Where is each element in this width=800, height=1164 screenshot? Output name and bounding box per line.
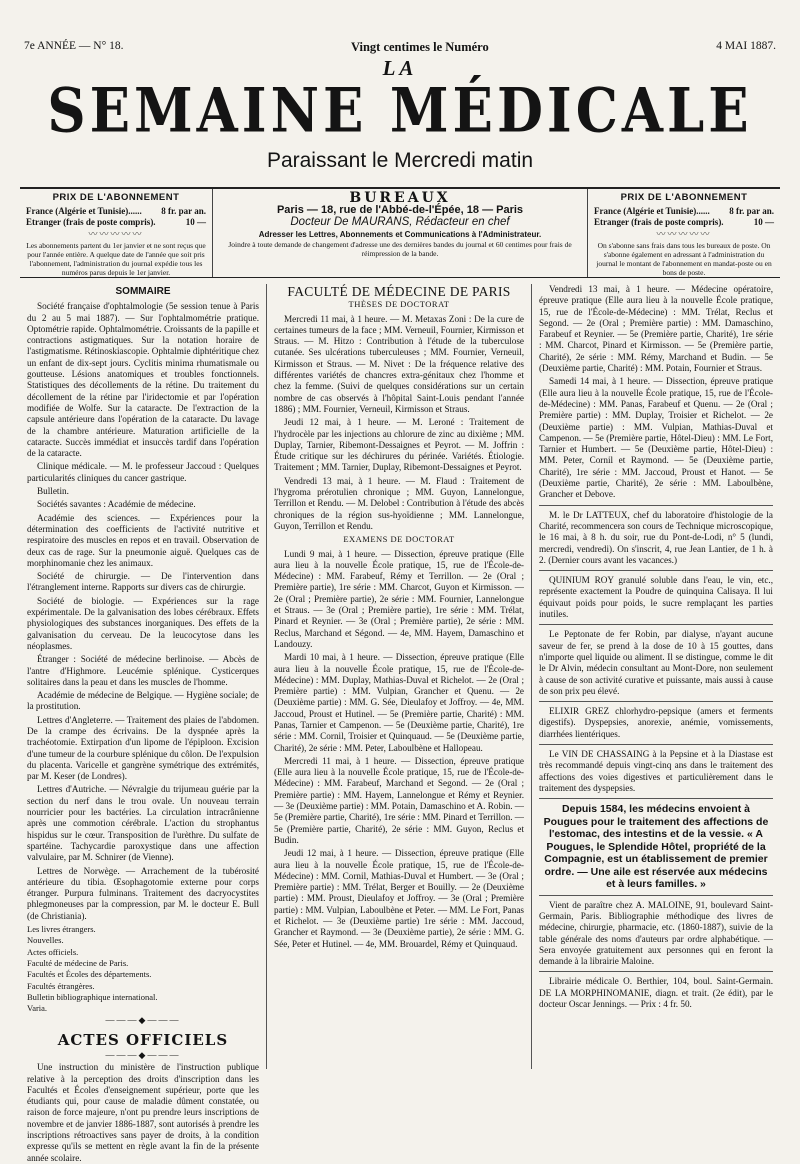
sommaire-list-item: Faculté de médecine de Paris. [27, 957, 129, 968]
ornament-divider: ———◆——— [105, 1015, 181, 1026]
issue-date: 4 MAI 1887. [716, 40, 776, 52]
sommaire-item: Bulletin. [37, 486, 69, 497]
price-row-foreign-left [26, 217, 206, 228]
ad-chassaing-text: Le VIN DE CHASSAING à la Pepsine et à la Diastase est très recommandé depuis vingt-cinq ans dans le traitement des affections des voies digestives et particulièrement dans le traitement des dyspepsies. [539, 748, 773, 793]
examen-entry: Mercredi 11 mai, à 1 heure. — Dissection, épreuve pratique (Elle aura lieu à la nouvelle École pratique, 15, rue de l'École-de-Médecine) : MM. Farabeuf, Marchand et Segond. — 2e (Oral ; Première partie) : MM. Hayem, Lannelongue et Rémy et Reynier. — 3e (Deuxième partie) : MM. Potain, Damaschino et A. Robin. — 5e (Première partie, Charité), 1re série : MM. Pinard et Terrillon. — 5e (Première partie, Charité), 2e série : MM. Guyon, Reclus et Budin. [274, 755, 524, 845]
correspondence-note: Adresser les Lettres, Abonnements et Communications à l'Administrateur. [258, 230, 542, 239]
examen-entry: Jeudi 12 mai, à 1 heure. — Dissection, épreuve pratique (Elle aura lieu à la nouvelle École pratique, 15, rue de l'École-de-Médecine) : MM. Cornil, Mathias-Duval et Humbert. — 3e (Oral ; Première partie) : MM. Trélat, Berger et Bouilly. — 2e (Deuxième partie) : MM. Proust, Dieulafoy et Joffroy. — 3e (Oral ; Première partie) : MM. Vulpian, Laboulbène et Peter. — MM. Le Fort, Panas et Richelot. — 3e (Deuxième partie) 1re série : MM. Jaccoud, Grancher et Raymond. — 3e (Deuxième partie), 2e série : MM. G. Sée, Peter et Hutinel. — 4e, MM. Brouardel, Rémy et Quinquaud. [274, 848, 524, 949]
ad-pougues-text: Depuis 1584, les médecins envoient à Pougues pour le traitement des affections de l'estomac, des intestins et de la vessie. « A Pougues, le Splendide Hôtel, propriété de la Compagnie, est un établissement de premier ordre. — Une aile est réservée aux médecins et à leurs familles. » [543, 803, 769, 891]
ad-latteux [539, 505, 773, 566]
ad-maloine-text: Vient de paraître chez A. MALOINE, 91, boulevard Saint-Germain, Paris. Bibliographie méthodique des livres de médecine, chirurgie, pharmacie, etc. (1860-1887), suivie de la table générale des noms d'auteurs par ordre alphabétique. — Sera envoyée gratuitement aux personnes qui en feront la demande à la librairie Maloine. [539, 899, 773, 967]
masthead-title: SEMAINE MÉDICALE [47, 75, 753, 147]
ad-pougues [539, 798, 773, 891]
examen-entry: Lundi 9 mai, à 1 heure. — Dissection, épreuve pratique (Elle aura lieu à la nouvelle École pratique, 15, rue de l'École-de-Médecine) : MM. Farabeuf, Rémy et Terrillon. — 2e (Oral ; Première partie), 1re série : MM. Charcot, Guyon et Kirmisson. — 2e (Oral ; Première partie), 2e série : MM. Fournier, Lannelongue et Straus. — 3e (Oral ; Première partie), 1re série : MM. Trélat, Pinard et Reynier. — 3e (Oral ; Première partie), 2e série : MM. Reclus, Marchand et Ségond. — 4e, MM. Hayem, Damaschino et Landouzy. [274, 548, 524, 649]
these-entry: Vendredi 13 mai, à 1 heure. — M. Flaud : Traitement de l'hygroma prérotulien chronique ; MM. Guyon, Lannelongue, Terrillon et Rendu. — M. Delobel : Contribution à l'étude des abcès chroniques de la région sus-hyoïdienne ; MM. Lannelongue, Guyon, Terrillon et Rendu. [274, 475, 524, 531]
subscription-note-left: Les abonnements partent du 1er janvier et ne sont reçus que pour l'année entière. A quelque date de l'année que soit pris l'abonnement, l'administration du journal expédie tous les numéros parus depuis le 1er janvier. [26, 241, 206, 277]
ad-berthier [539, 971, 773, 1010]
ornament-divider: 〰〰〰〰〰 [656, 229, 712, 239]
price-label: France (Algérie et Tunisie)...... [594, 206, 710, 216]
sommaire-list-item: Nouvelles. [27, 935, 64, 946]
ad-quinium [539, 570, 773, 620]
price-value: 8 fr. par an. [729, 206, 774, 216]
sommaire-list-item: Varia. [27, 1003, 48, 1014]
actes-heading: ACTES OFFICIELS [57, 1030, 229, 1049]
ad-elixir-text: ELIXIR GREZ chlorhydro-pepsique (amers et ferments digestifs). Dyspepsies, anorexie, anémie, vomissements, diarrhées lientériques. [539, 706, 773, 739]
sommaire-item: Académie de médecine de Belgique. — Hygiène sociale; de la prostitution. [27, 690, 259, 712]
column-sommaire [20, 284, 266, 1163]
ad-peptonate-text: Le Peptonate de fer Robin, par dialyse, n'ayant aucune saveur de fer, se prend à la dose de 10 à 15 gouttes, dans n'importe quel liquide ou aliment. Il se distingue, comme le dit le Dr Alvin, médecin consultant au Mont-Dore, non seulement à cause de son activité curative et puissante, mais aussi à cause de son prix peu élevé. [539, 629, 773, 696]
column-examens-ads [531, 284, 780, 1069]
sommaire-item: Lettres d'Autriche. — Névralgie du trijumeau guérie par la section du nerf dans le trou ovale. Un nouveau terrain nourricier pour les bactéries. La circulation intracrânienne après une commotion cérébrale. L'action du strophantus hispidus sur le cœur. Transposition de l'urèthre. Du sulfate de spartéine. Tachycardie paroxystique dans une affection valvulaire, par M. Schnirer (de Vienne). [27, 784, 259, 863]
masthead-la: LA [382, 56, 418, 80]
faculte-heading: FACULTÉ DE MÉDECINE DE PARIS [287, 284, 511, 299]
newspaper-page [20, 0, 780, 1163]
ad-latteux-text: M. le Dr LATTEUX, chef du laboratoire d'histologie de la Charité, recommencera son cours de Technique microscopique, le 16 mai, à 8 h. du soir, rue du Pont-de-Lodi, n° 5 (lundi, mercredi, vendredi). On s'inscrit, 4, rue Jean Lantier, de 1 h. à 2. (Dernier cours avant les vacances.) [539, 509, 773, 565]
examen-entry: Mardi 10 mai, à 1 heure. — Dissection, épreuve pratique (Elle aura lieu à la nouvelle École pratique, 15, rue de l'École-de-Médecine) : MM. Duplay, Mathias-Duval et Richelot. — 2e (Oral ; Première partie) : MM. Vulpian, Grancher et Quenu. — 2e (Deuxième partie) : MM. G. Sée, Dieulafoy et Joffroy. — 4e, MM. Jaccoud, Proust et Hutinel. — 5e (Première partie, Charité) : MM. Panas, Tarnier et Campenon. — 5e (Deuxième partie, Charité), 1re série : MM. Cornil, Troisier et Quinquaud. — 5e (Deuxième partie, Charité), 2e série : MM. Peter, Laboulbène et Hallopeau. [274, 652, 524, 753]
price-label: Etranger (frais de poste compris). [594, 217, 724, 227]
sommaire-heading: SOMMAIRE [115, 286, 171, 297]
sommaire-item: Étranger : Société de médecine berlinoise. — Abcès de l'antre d'Highmore. Leucémie splénique. Cysticerques solitaires dans la peau et dans les muscles de l'homme. [27, 654, 259, 687]
top-line [20, 40, 780, 55]
editor-line: Docteur De MAURANS, Rédacteur en chef [290, 216, 510, 228]
sommaire-list-item: Les livres étrangers. [27, 924, 96, 935]
price-label: Etranger (frais de poste compris). [26, 217, 156, 227]
ad-chassaing [539, 744, 773, 794]
ornament-divider: ———◆——— [105, 1050, 181, 1060]
examen-entry: Vendredi 13 mai, à 1 heure. — Médecine opératoire, épreuve pratique (Elle aura lieu à la nouvelle École pratique, 15, rue de l'École-de-Médecine) : MM. Trélat, Reclus et Segond. — 2e (Oral ; Première partie) : MM. Damaschino, Farabeuf et Reynier. — 5e (Première partie, Charité), 1re série : MM. Charcot, Pinard et Kirmisson. — 5e (Première partie, Charité), 2e série : MM. Rémy, Marchand et Budin. — 5e (Deuxième partie, Charité) : MM. Potain, Fournier et Straus. [539, 284, 773, 374]
price-label: France (Algérie et Tunisie)...... [26, 206, 142, 216]
sommaire-list-item: Bulletin bibliographique international. [27, 991, 158, 1002]
theses-heading: THÈSES DE DOCTORAT [348, 299, 450, 310]
actes-text: Une instruction du ministère de l'instruction publique relative à la perception des droits d'inscription dans les Facultés et Écoles d'enseignement supérieur, porte que les étudiants qui, pour cause de maladie dûment constatée, ou raison de force majeure, n'ont pu prendre leurs inscriptions de novembre et de janvier 1886-1887, sont autorisés à prendre les inscriptions rétroactives sans payer de droits, à la condition expresse qu'ils se mettent en règle avant la fin de la présente année scolaire. [27, 1062, 259, 1163]
bureaux-address: Paris — 18, rue de l'Abbé-de-l'Épée, 18 — Paris [276, 204, 524, 216]
price-row-france-left [26, 206, 206, 217]
info-bar [20, 187, 780, 278]
price-value: 10 — [753, 217, 774, 227]
examen-entry: Samedi 14 mai, à 1 heure. — Dissection, épreuve pratique (Elle aura lieu à la nouvelle École pratique, 15, rue de l'École-de-Médecine) : MM. Panas, Farabeuf et Quenu. — 2e (Oral ; Première partie) : MM. Duplay, Troisier et Richelot. — 2e (Deuxième partie) : MM. Vulpian, Mathias-Duval et Campenon. — 5e (Première partie, Hôtel-Dieu) : MM. Le Fort, Tarnier et Humbert. — 5e (Deuxième partie, Hôtel-Dieu) : MM. Peter, Cornil et Raymond. — 5e (Deuxième partie, Charité), 1re série : MM. Jaccoud, Proust et Hanot. — 5e (Deuxième partie, Charité), 2e série : MM. Laboulbène, Grancher et Debove. [539, 376, 773, 500]
ornament-divider: 〰〰〰〰〰 [88, 229, 144, 239]
masthead-subtitle: Paraissant le Mercredi matin [266, 149, 534, 172]
subscription-note-right: On s'abonne sans frais dans tous les bureaux de poste. On s'abonne également en adressant à l'administration du journal le montant de l'abonnement en mandat-poste ou en bons de poste. [596, 241, 772, 277]
ad-elixir [539, 701, 773, 740]
column-faculte [266, 284, 531, 1069]
subscription-heading-left: PRIX DE L'ABONNEMENT [52, 192, 180, 203]
price-row-foreign-right [594, 217, 774, 228]
sommaire-item: Société française d'ophtalmologie (5e session tenue à Paris du 2 au 5 mai 1887). — Sur l'ophtalmométrie pratique. Optométrie rapide. Ophtalmométrie. Croissants de la papille et contractions astigmatiques. Sur la notation horaire de l'astigmatisme. Rétinoskiascopie. Ophtalmie diphtéritique chez un enfant de dix-sept jours. Cyclitis minima rhumatismale ou goutteuse. Lésions anatomiques et troubles fonctionnels. Statistiques des décollements de la rétine. Du traitement du décollement de la rétine par l'iridectomie et par l'opération modifiée de Wolfe. Sur la cataracte. De l'extraction de la capsule antérieure dans l'opération de la cataracte. Du lavage de la chambre antérieure. Maturation artificielle de la cataracte. Succès immédiat et insuccès tardif dans l'opération de la cataracte. [27, 301, 259, 459]
ad-berthier-text: Librairie médicale O. Berthier, 104, boul. Saint-Germain. DE LA MORPHINOMANIE, diagn. et trait. (2e édit), par le docteur Oscar Jennings. — Prix : 4 fr. 50. [539, 976, 773, 1010]
sommaire-item: Société de chirurgie. — De l'intervention dans l'étranglement interne. Rapports sur divers cas de chirurgie. [27, 571, 259, 593]
price-value: 10 — [185, 217, 206, 227]
ad-quinium-text: QUINIUM ROY granulé soluble dans l'eau, le vin, etc., représente exactement la Poudre de quinquina Calisaya. Il lui équivaut poids pour poids, le sucre remplaçant les parties inutiles. [539, 575, 773, 620]
price-row-france-right [594, 206, 774, 217]
these-entry: Mercredi 11 mai, à 1 heure. — M. Metaxas Zoni : De la cure de certaines tumeurs de la face ; MM. Verneuil, Fournier, Kirmisson et Straus. — M. Hitzo : Contribution à l'étude de la tuberculose cutanée. Ses ulcérations tuberculeuses ; MM. Fournier, Verneuil, Kirmisson et Straus. — M. Nivet : De la fréquence relative des différentes variétés de chancres extra-génitaux chez l'homme et chez la femme. (Suivi de quelques considérations sur un certain nombre de cas observés à l'hôpital Saint-Louis pendant l'année 1886) ; MM. Fournier, Verneuil, Kirmisson et Straus. [274, 313, 524, 414]
sommaire-list-item: Facultés et Écoles des départements. [27, 969, 152, 980]
price-value: 8 fr. par an. [161, 206, 206, 216]
these-entry: Jeudi 12 mai, à 1 heure. — M. Leroné : Traitement de l'hydrocèle par les injections au chlorure de zinc au dixième ; MM. Duplay, Tarnier, Ribemont-Dessaignes et Peyrot. — M. Joffrin : Étude critique sur les déchirures du périnée. Variétés. Étiologie. Traitement ; MM. Tarnier, Duplay, Ribemont-Dessaignes et Peyrot. [274, 417, 524, 473]
sommaire-item: Société de biologie. — Expériences sur la rage expérimentale. De la galvanisation des lobes cérébraux. Effets physiologiques des substances inorganiques. Des effets de la galvanisation du cerveau. De la leucocytose dans les néoplasmes. [27, 595, 259, 651]
bureaux-heading: BUREAUX [349, 190, 451, 206]
ad-maloine [539, 895, 773, 968]
sommaire-item: Clinique médicale. — M. le professeur Jaccoud : Quelques particularités cliniques du cancer gastrique. [27, 461, 259, 483]
sommaire-list-item: Facultés étrangères. [27, 980, 95, 991]
address-change-note: Joindre à toute demande de changement d'adresse une des dernières bandes du journal et 60 centimes pour frais de réimpression de la bande. [228, 240, 572, 258]
ad-peptonate [539, 624, 773, 697]
sommaire-item: Sociétés savantes : Académie de médecine. [37, 499, 196, 510]
sommaire-item: Académie des sciences. — Expériences pour la détermination des coefficients de l'activité nutritive et respiratoire des muscles en repos et en travail. Observation de deux cas de rage. Sur la pneumonie aiguë. Quelques cas de morphinomanie chez les animaux. [27, 512, 259, 568]
subscription-heading-right: PRIX DE L'ABONNEMENT [620, 192, 748, 203]
sommaire-item: Lettres de Norwège. — Arrachement de la tubérosité antérieure du tibia. Œsophagotomie externe pour corps étranger. Purpura fulminans. Traitement des dacryocystites phlegmoneuses par la compression, par M. le docteur E. Bull (de Christiania). [27, 865, 259, 921]
issue-price: Vingt centimes le Numéro [350, 40, 489, 54]
issue-number: 7e ANNÉE — N° 18. [24, 40, 124, 52]
sommaire-item: Lettres d'Angleterre. — Traitement des plaies de l'abdomen. De la crampe des écrivains. De la dyspnée après la trachéotomie. Extirpation d'un lipome de l'épiploon. Excision d'une tumeur de la courbure splénique du côlon. De l'expulsion du placenta. Varicelle et gangrène symétrique des extrémités, par M. Keser (de Londres). [27, 714, 259, 782]
subscription-box-right [588, 189, 780, 277]
masthead [20, 57, 780, 173]
subscription-box-left [20, 189, 212, 277]
bureaux-box [212, 189, 588, 277]
sommaire-list-item: Actes officiels. [27, 946, 79, 957]
article-columns [20, 284, 780, 1163]
examens-heading: EXAMENS DE DOCTORAT [343, 534, 455, 545]
